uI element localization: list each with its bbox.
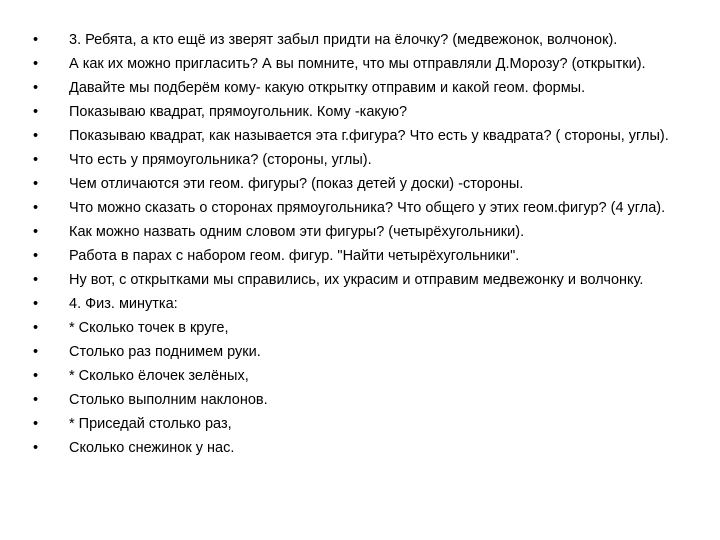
bullet-dot-icon: • xyxy=(33,248,39,264)
list-item-text: 4. Физ. минутка: xyxy=(69,296,178,312)
list-item-text: 3. Ребята, а кто ещё из зверят забыл придти на ёлочку? (медвежонок, волчонок). xyxy=(69,32,618,48)
list-item xyxy=(33,104,683,120)
bullet-dot-icon: • xyxy=(33,344,39,360)
bullet-dot-icon: • xyxy=(33,80,39,96)
list-item xyxy=(33,368,683,384)
bullet-dot-icon: • xyxy=(33,440,39,456)
bullet-dot-icon: • xyxy=(33,176,39,192)
list-item xyxy=(33,128,683,144)
list-item-text: Сколько снежинок у нас. xyxy=(69,440,235,456)
bullet-dot-icon: • xyxy=(33,56,39,72)
bullet-dot-icon: • xyxy=(33,224,39,240)
bullet-list xyxy=(33,32,683,464)
bullet-dot-icon: • xyxy=(33,296,39,312)
bullet-dot-icon: • xyxy=(33,368,39,384)
bullet-dot-icon: • xyxy=(33,32,39,48)
list-item xyxy=(33,344,683,360)
list-item-text: * Сколько ёлочек зелёных, xyxy=(69,368,249,384)
bullet-dot-icon: • xyxy=(33,416,39,432)
list-item xyxy=(33,152,683,168)
list-item-text: Чем отличаются эти геом. фигуры? (показ детей у доски) -стороны. xyxy=(69,176,524,192)
list-item xyxy=(33,32,683,48)
bullet-dot-icon: • xyxy=(33,152,39,168)
list-item-text: Что есть у прямоугольника? (стороны, углы). xyxy=(69,152,372,168)
bullet-dot-icon: • xyxy=(33,320,39,336)
list-item-text: Столько выполним наклонов. xyxy=(69,392,268,408)
list-item-text: Ну вот, с открытками мы справились, их украсим и отправим медвежонку и волчонку. xyxy=(69,272,644,288)
list-item-text: Столько раз поднимем руки. xyxy=(69,344,261,360)
list-item xyxy=(33,392,683,408)
bullet-dot-icon: • xyxy=(33,200,39,216)
bullet-dot-icon: • xyxy=(33,392,39,408)
list-item xyxy=(33,272,683,288)
bullet-dot-icon: • xyxy=(33,272,39,288)
list-item-text: * Приседай столько раз, xyxy=(69,416,232,432)
list-item-text: * Сколько точек в круге, xyxy=(69,320,229,336)
list-item-text: Работа в парах с набором геом. фигур. "Найти четырёхугольники". xyxy=(69,248,520,264)
list-item-text: Давайте мы подберём кому- какую открытку отправим и какой геом. формы. xyxy=(69,80,586,96)
list-item-text: Показываю квадрат, прямоугольник. Кому -какую? xyxy=(69,104,408,120)
bullet-dot-icon: • xyxy=(33,104,39,120)
list-item-text: Что можно сказать о сторонах прямоугольника? Что общего у этих геом.фигур? (4 угла). xyxy=(69,200,666,216)
list-item xyxy=(33,56,683,72)
list-item xyxy=(33,296,683,312)
list-item xyxy=(33,200,683,216)
list-item xyxy=(33,176,683,192)
list-item xyxy=(33,248,683,264)
list-item xyxy=(33,416,683,432)
list-item-text: Как можно назвать одним словом эти фигуры? (четырёхугольники). xyxy=(69,224,525,240)
list-item xyxy=(33,80,683,96)
list-item xyxy=(33,320,683,336)
bullet-dot-icon: • xyxy=(33,128,39,144)
list-item-text: Показываю квадрат, как называется эта г.фигура? Что есть у квадрата? ( стороны, углы). xyxy=(69,128,669,144)
list-item xyxy=(33,224,683,240)
list-item xyxy=(33,440,683,456)
list-item-text: А как их можно пригласить? А вы помните, что мы отправляли Д.Морозу? (открытки). xyxy=(69,56,646,72)
